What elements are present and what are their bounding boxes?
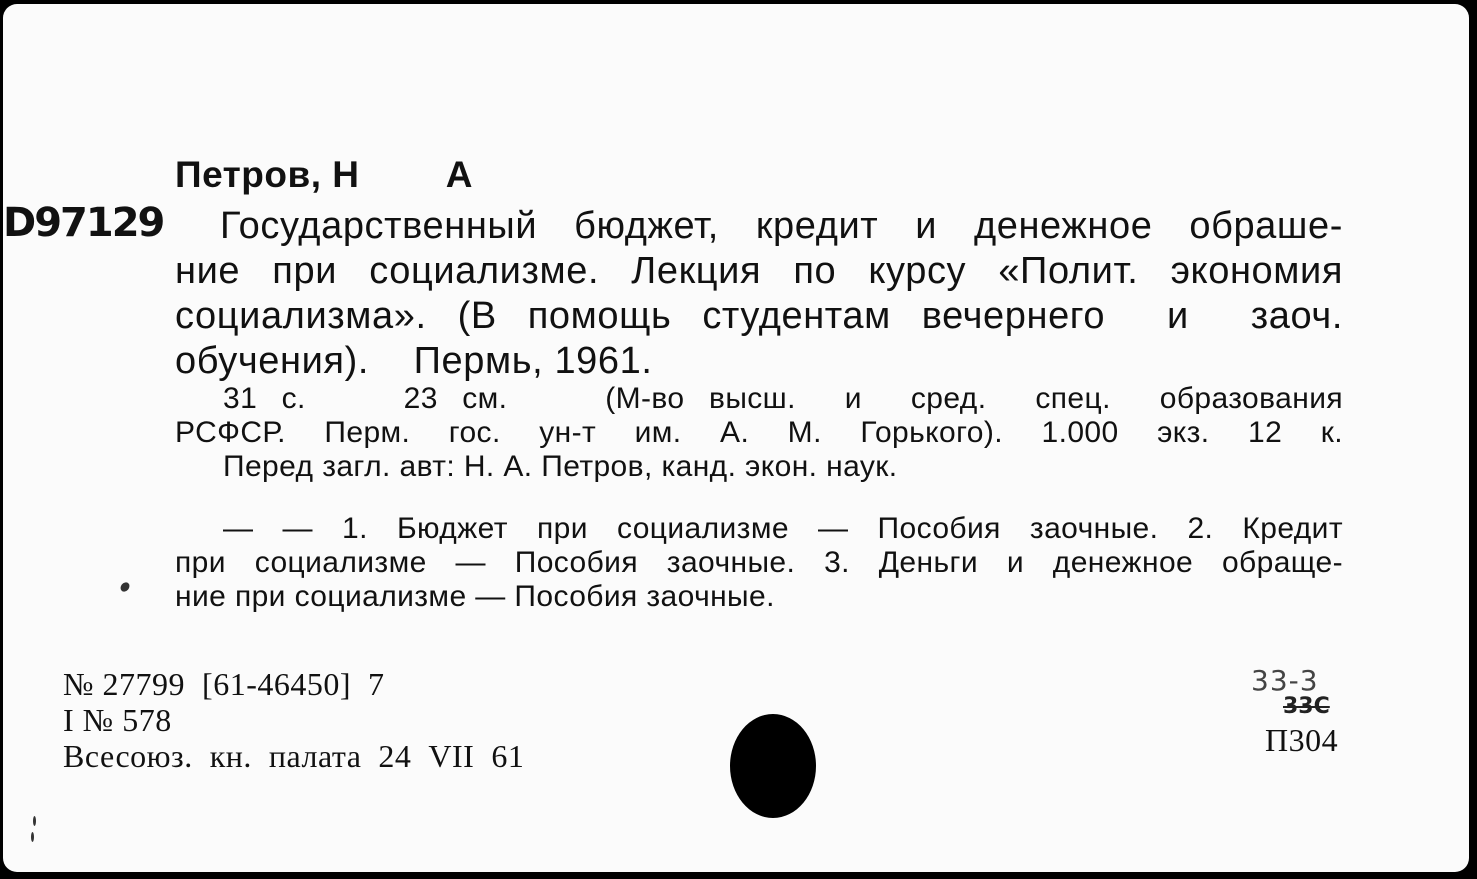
subject-line: ние при социализме — Пособия заочные. [175,580,775,613]
registration-info [63,666,524,774]
chamber-date: Всесоюз. кн. палата 24 VII 61 [63,738,525,774]
subject-line: при социализме — Пособия заочные. 3. Деньги и денежное обраще- [175,546,1343,579]
subject-block [175,512,1343,614]
shelf-mark: П304 [1265,722,1339,758]
description-line: РСФСР. Перм. гос. ун-т им. А. М. Горького). 1.000 экз. 12 к. [175,416,1343,449]
title-line: Государственный бюджет, кредит и денежное обраше- [220,205,1343,247]
title-line: социализма». (В помощь студентам вечернего и заоч. [175,295,1343,337]
handwritten-mark: 33-3 [1251,664,1319,697]
description-line: Перед загл. авт: Н. А. Петров, канд. экон. наук. [223,450,898,483]
description-line: 31 с. 23 см. (М-во высш. и сред. спец. образования [223,382,1343,415]
call-number: D97129 [3,200,164,246]
ink-speck [31,832,34,842]
subject-line: — — 1. Бюджет при социализме — Пособия заочные. 2. Кредит [223,512,1343,545]
description-block [175,382,1343,484]
catalog-card [3,4,1469,872]
title-block [175,204,1343,384]
title-line: обучения). Пермь, 1961. [175,340,653,382]
author-heading: Петров, Н А [175,154,473,195]
ink-speck [33,816,36,826]
punch-hole [730,714,816,818]
series-number: I № 578 [63,702,172,738]
shelf-info [1251,666,1381,759]
ink-speck [119,581,132,594]
struck-out-mark: 33С [1283,694,1330,719]
title-line: ние при социализме. Лекция по курсу «Полит. экономия [175,250,1343,292]
registration-number: № 27799 [61-46450] 7 [63,666,385,702]
